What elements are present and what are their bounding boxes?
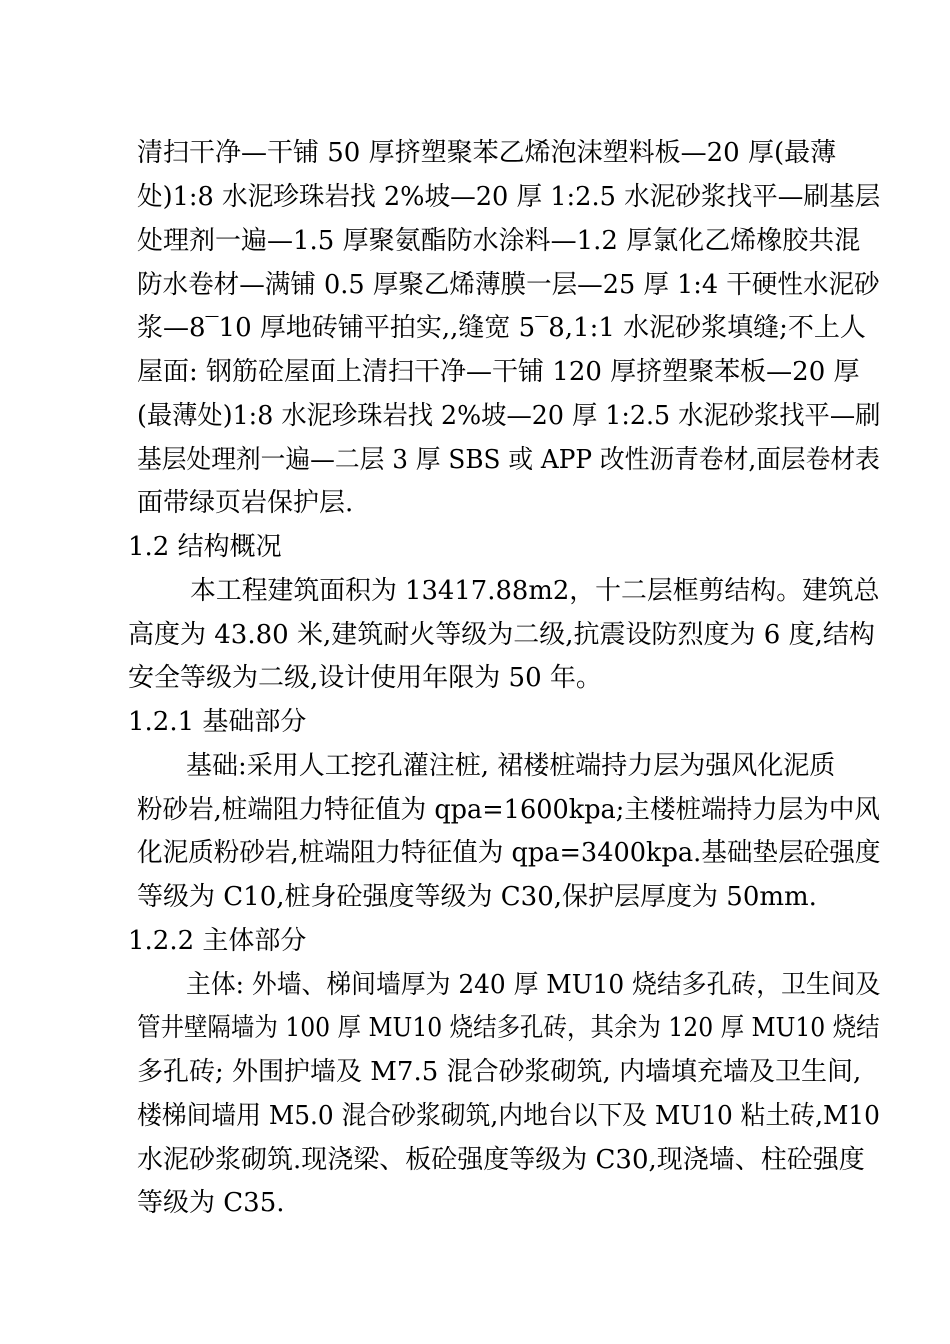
body-text-line: 水泥砂浆砌筑.现浇梁、板砼强度等级为 C30,现浇墙、柱砼强度 <box>137 1145 865 1175</box>
body-text-line: 管井壁隔墙为 100 厚 MU10 烧结多孔砖，其余为 120 厚 MU10 烧结 <box>137 1013 880 1043</box>
body-text-line: 主体: 外墙、梯间墙厚为 240 厚 MU10 烧结多孔砖，卫生间及 <box>186 970 881 1000</box>
body-text-line: 高度为 43.80 米,建筑耐火等级为二级,抗震设防烈度为 6 度,结构 <box>128 620 875 650</box>
body-text-line: 等级为 C10,桩身砼强度等级为 C30,保护层厚度为 50mm. <box>137 882 817 912</box>
section-heading: 1.2.2 主体部分 <box>128 926 307 956</box>
body-text-line: 粉砂岩,桩端阻力特征值为 qpa=1600kpa;主楼桩端持力层为中风 <box>137 795 880 825</box>
body-text-line: 楼梯间墙用 M5.0 混合砂浆砌筑,内地台以下及 MU10 粘土砖,M10 <box>137 1101 880 1131</box>
body-text-line: 多孔砖; 外围护墙及 M7.5 混合砂浆砌筑, 内墙填充墙及卫生间, <box>137 1057 862 1087</box>
body-text-line: 本工程建筑面积为 13417.88m2，十二层框剪结构。建筑总 <box>190 576 880 606</box>
body-text-line: 等级为 C35. <box>137 1188 285 1218</box>
body-text-line: 处理剂一遍—1.5 厚聚氨酯防水涂料—1.2 厚氯化乙烯橡胶共混 <box>137 226 861 256</box>
body-text-line: 基层处理剂一遍—二层 3 厚 SBS 或 APP 改性沥青卷材,面层卷材表 <box>137 445 880 475</box>
body-text-line: 面带绿页岩保护层. <box>137 488 354 518</box>
body-text-line: 防水卷材—满铺 0.5 厚聚乙烯薄膜一层—25 厚 1:4 干硬性水泥砂 <box>137 270 880 300</box>
body-text-line: 化泥质粉砂岩,桩端阻力特征值为 qpa=3400kpa.基础垫层砼强度 <box>137 838 881 868</box>
body-text-line: 基础:采用人工挖孔灌注桩, 裙楼桩端持力层为强风化泥质 <box>186 751 836 781</box>
body-text-line: 处)1:8 水泥珍珠岩找 2%坡—20 厚 1:2.5 水泥砂浆找平—刷基层 <box>137 182 881 212</box>
body-text-line: 浆—8‾10 厚地砖铺平拍实,,缝宽 5‾8,1:1 水泥砂浆填缝;不上人 <box>137 313 866 343</box>
body-text-line: 安全等级为二级,设计使用年限为 50 年。 <box>128 663 602 693</box>
body-text-line: (最薄处)1:8 水泥珍珠岩找 2%坡—20 厚 1:2.5 水泥砂浆找平—刷 <box>137 401 881 431</box>
body-text-line: 清扫干净—干铺 50 厚挤塑聚苯乙烯泡沫塑料板—20 厚(最薄 <box>137 138 837 168</box>
section-heading: 1.2.1 基础部分 <box>128 707 307 737</box>
body-text-line: 屋面: 钢筋砼屋面上清扫干净—干铺 120 厚挤塑聚苯板—20 厚 <box>137 357 860 387</box>
section-heading: 1.2 结构概况 <box>128 532 282 562</box>
